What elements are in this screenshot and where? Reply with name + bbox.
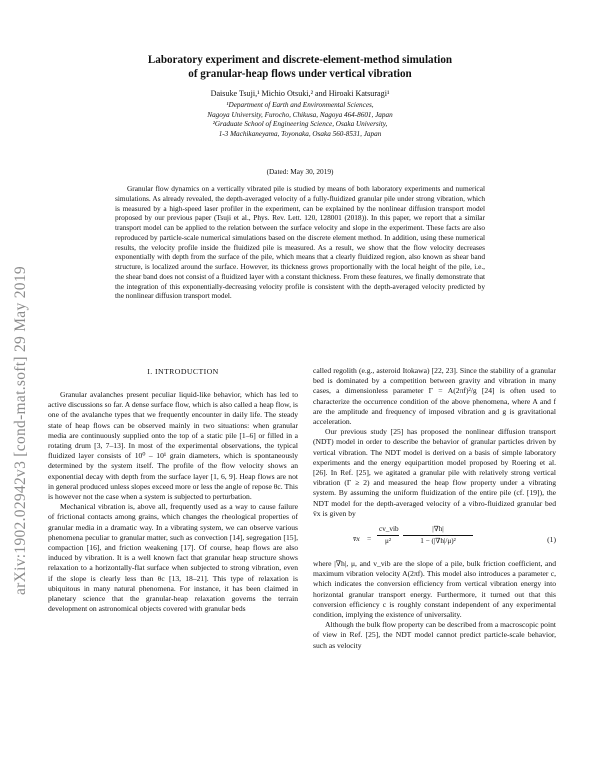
right-paragraph-4: Although the bulk flow property can be described from a macroscopic point of view in Ref. [25], the NDT model cannot predict particle-scale behavior, such as velocity (313, 620, 556, 650)
equation-1 (313, 522, 556, 556)
author-list: Daisuke Tsuji,¹ Michio Otsuki,² and Hiroaki Katsuragi¹ (210, 89, 390, 98)
section-heading-introduction: I. INTRODUCTION (147, 367, 219, 376)
fraction-2-denominator: 1 − (|∇h|/μ)² (420, 537, 456, 546)
affiliation-2-line-1: ²Graduate School of Engineering Science, Osaka University, (212, 120, 388, 129)
right-column (313, 366, 556, 651)
paper-title (90, 53, 510, 81)
affiliation-1-line-2: Nagoya University, Furocho, Chikusa, Nagoya 464-8601, Japan (207, 110, 393, 119)
fraction-2-numerator: |∇h| (403, 524, 473, 536)
affiliation-2-line-2: 1-3 Machikaneyama, Toyonaka, Osaka 560-8531, Japan (218, 129, 382, 138)
right-paragraph-1: called regolith (e.g., asteroid Itokawa) [22, 23]. Since the stability of a granular bed is dominated by a competition between gravity and vibration in many cases, a dimensionless parameter Γ = A(2πf)²/g [24] is often used to characterize the occurrence condition of the above phenomena, where A and f are the amplitude and frequency of imposed vibration and g is gravitational acceleration. (313, 366, 556, 427)
left-column (48, 390, 298, 614)
arxiv-identifier-text: arXiv:1902.02942v3 [cond-mat.soft] 29 May 2019 (12, 266, 29, 595)
affiliation-1-line-1: ¹Department of Earth and Environmental Sciences, (226, 101, 374, 109)
fraction-1-denominator: μ² (384, 537, 391, 546)
equation-equals: = (367, 534, 372, 544)
intro-paragraph-1: Granular avalanches present peculiar liquid-like behavior, which has led to active discussions so far. A dense surface flow, which is also called a heap flow, is one of the avalanche types that we frequently encounter in daily life. The steady state of heap flows can be observed mainly in two situations: when granular media are continuously supplied onto the top of a static pile [1–6] or filled in a rotating drum [3, 7–13]. In most of the experimental observations, the typical fluidized layer consists of 10⁰ – 10¹ grain diameters, which is spontaneously determined by the system itself. The profile of the flow velocity shows an exponential decay with depth from the surface layer [1, 6, 9]. Heap flows are not in general produced unless slopes exceed more or less the angle of repose θc. This is however not the case when a system is subjected to perturbation. (48, 390, 298, 502)
arxiv-identifier-stamp (4, 175, 44, 595)
fraction-1-numerator: cv_vib (377, 524, 399, 536)
equation-fraction-1 (377, 524, 399, 547)
equation-number: (1) (547, 535, 556, 545)
right-paragraph-3: where |∇h|, μ, and v_vib are the slope of a pile, bulk friction coefficient, and maximum vibration velocity A(2πf). This model also introduces a parameter c, which indicates the conversion efficiency from vertical vibration energy into horizontal granular transport energy. Furthermore, it turned out that this conversion efficiency c is roughly constant independent of any experimental condition, implying the existence of universality. (313, 559, 556, 620)
abstract: Granular flow dynamics on a vertically vibrated pile is studied by means of both laboratory experiments and numerical simulations. As already revealed, the depth-averaged velocity of a fully-fluidized granular pile under strong vibration, which is measured by a high-speed laser profiler in the experiment, can be explained by the nonlinear diffusion transport model proposed by our previous paper (Tsuji et al., Phys. Rev. Lett. 120, 128001 (2018)). In this paper, we report that a similar transport model can be applied to the relation between the surface velocity and slope in the experiment. These facts are also reproduced by particle-scale numerical simulations based on the discrete element method. In addition, using these numerical results, the velocity profile inside the fluidized pile is measured. As a result, we show that the flow velocity decreases exponentially with depth from the surface of the pile, which means that a clearly fluidized region, also known as shear band structure, is localized around the surface. However, its thickness grows proportionally with the local height of the pile, i.e., the shear band does not consist of a fluidized layer with a constant thickness. From these features, we finally demonstrate that the integration of this exponentially-decreasing velocity profile is consistent with the depth-averaged velocity predicted by the nonlinear diffusion transport model. (115, 184, 485, 301)
equation-fraction-2 (403, 524, 473, 547)
title-line-2: of granular-heap flows under vertical vibration (188, 68, 412, 80)
intro-paragraph-2: Mechanical vibration is, above all, frequently used as a way to cause failure of frictional contacts among grains, which changes the rheological properties of granular media in a dramatic way. In a vibrating system, we can observe various phenomena peculiar to granular matter, such as convection [14], segregation [15], compaction [16], and friction weakening [17]. Of course, heap flows are also induced by vibration. It is a well known fact that granular heap structure shows relaxation to a horizontally-flat surface when subjected to strong vibration, even if the slope is clearly less than θc [13, 18–21]. This type of relaxation is ubiquitous in many natural phenomena. For instance, it has been claimed in planetary science that the granular-heap relaxation governs the terrain development on astronomical objects covered with granular beds (48, 502, 298, 614)
title-line-1: Laboratory experiment and discrete-element-method simulation (147, 54, 453, 66)
affiliations (90, 101, 510, 139)
equation-lhs: v̄x (353, 534, 360, 544)
equation-body (353, 522, 523, 556)
date-line: (Dated: May 30, 2019) (266, 167, 334, 176)
right-paragraph-2: Our previous study [25] has proposed the nonlinear diffusion transport (NDT) model in order to describe the behavior of granular particles driven by vertical vibration. The NDT model is derived on a basis of simple laboratory experiments and the energy equipartition model proposed by Roering et al. [26]. In Ref. [25], we agitated a granular pile with relatively strong vertical vibration (Γ ≥ 2) and measured the heap flow property under a vibrating system. By assuming the uniform fluidization of the entire pile (cf. [19]), the NDT model for the depth-averaged velocity of a vibro-fluidized granular bed v̄x is given by (313, 427, 556, 518)
